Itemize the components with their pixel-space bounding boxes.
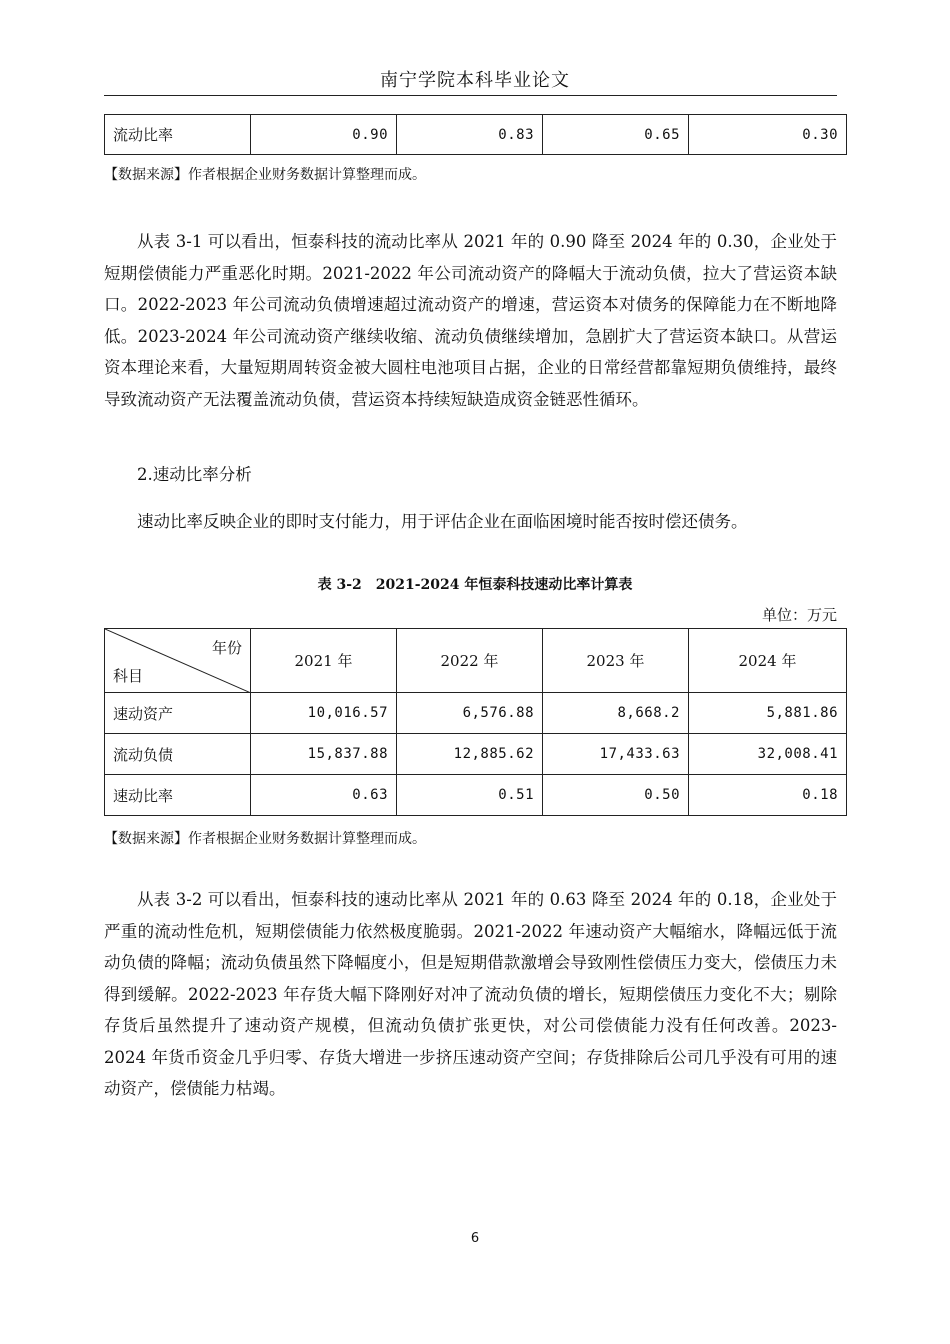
section-heading: 2.速动比率分析 bbox=[137, 465, 252, 484]
paragraph-2-text: 速动比率反映企业的即时支付能力，用于评估企业在面临困境时能否按时偿还债务。 bbox=[137, 512, 748, 531]
corner-label-year: 年份 bbox=[211, 639, 242, 657]
cell-value: 6,576.88 bbox=[397, 693, 543, 734]
column-header: 2022 年 bbox=[397, 629, 543, 693]
cell-value: 8,668.2 bbox=[543, 693, 689, 734]
cell-value: 0.50 bbox=[543, 775, 689, 816]
row-label: 流动比率 bbox=[105, 115, 251, 155]
paragraph-1 bbox=[104, 226, 837, 415]
paragraph-2 bbox=[104, 506, 837, 538]
cell-value: 0.83 bbox=[397, 115, 543, 155]
cell-value: 5,881.86 bbox=[689, 693, 847, 734]
cell-value: 10,016.57 bbox=[251, 693, 397, 734]
page-header-title: 南宁学院本科毕业论文 bbox=[380, 70, 570, 91]
cell-value: 0.65 bbox=[543, 115, 689, 155]
paragraph-1-text: 从表 3-1 可以看出，恒泰科技的流动比率从 2021 年的 0.90 降至 2024 年的 0.30，企业处于短期偿债能力严重恶化时期。2021-2022 年公司流动资产的降幅大于流动负债，拉大了营运资本缺口。2022-2023 年公司流动负债增速超过流动资产的增速，营运资本对债务的保障能力在不断地降低。2023-2024 年公司流动资产继续收缩、流动负债继续增加，急剧扩大了营运资本缺口。从营运资本理论来看，大量短期周转资金被大圆柱电池项目占据，企业的日常经营都靠短期负债维持，最终导致流动资产无法覆盖流动负债，营运资本持续短缺造成资金链恶性循环。 bbox=[104, 232, 837, 409]
row-label: 速动资产 bbox=[105, 693, 251, 734]
table-3-1-tail bbox=[104, 114, 847, 155]
row-label: 速动比率 bbox=[105, 775, 251, 816]
table-2-source-note: 【数据来源】作者根据企业财务数据计算整理而成。 bbox=[104, 831, 426, 847]
table-row bbox=[105, 693, 847, 734]
table-unit: 单位：万元 bbox=[761, 606, 837, 624]
cell-value: 0.30 bbox=[689, 115, 847, 155]
cell-value: 0.90 bbox=[251, 115, 397, 155]
cell-value: 17,433.63 bbox=[543, 734, 689, 775]
corner-cell bbox=[105, 629, 251, 693]
table-3-2 bbox=[104, 628, 847, 816]
table-row bbox=[105, 115, 847, 155]
table-row bbox=[105, 734, 847, 775]
column-header: 2023 年 bbox=[543, 629, 689, 693]
cell-value: 0.63 bbox=[251, 775, 397, 816]
header-rule bbox=[104, 95, 837, 96]
cell-value: 32,008.41 bbox=[689, 734, 847, 775]
cell-value: 12,885.62 bbox=[397, 734, 543, 775]
paragraph-3 bbox=[104, 884, 837, 1105]
column-header: 2024 年 bbox=[689, 629, 847, 693]
column-header: 2021 年 bbox=[251, 629, 397, 693]
cell-value: 0.51 bbox=[397, 775, 543, 816]
table-row bbox=[105, 775, 847, 816]
table-header-row bbox=[105, 629, 847, 693]
table-caption: 表 3-2 2021-2024 年恒泰科技速动比率计算表 bbox=[317, 577, 633, 593]
corner-label-item: 科目 bbox=[113, 667, 144, 685]
row-label: 流动负债 bbox=[105, 734, 251, 775]
table-1-source-note: 【数据来源】作者根据企业财务数据计算整理而成。 bbox=[104, 167, 426, 183]
page-number: 6 bbox=[470, 1231, 480, 1246]
paragraph-3-text: 从表 3-2 可以看出，恒泰科技的速动比率从 2021 年的 0.63 降至 2024 年的 0.18，企业处于严重的流动性危机，短期偿债能力依然极度脆弱。2021-2022 年速动资产大幅缩水，降幅远低于流动负债的降幅；流动负债虽然下降幅度小，但是短期借款激增会导致刚性偿债压力变大，偿债压力未得到缓解。2022-2023 年存货大幅下降刚好对冲了流动负债的增长，短期偿债压力变化不大；剔除存货后虽然提升了速动资产规模，但流动负债扩张更快，对公司偿债能力没有任何改善。2023-2024 年货币资金几乎归零、存货大增进一步挤压速动资产空间；存货排除后公司几乎没有可用的速动资产，偿债能力枯竭。 bbox=[104, 890, 837, 1098]
cell-value: 0.18 bbox=[689, 775, 847, 816]
cell-value: 15,837.88 bbox=[251, 734, 397, 775]
